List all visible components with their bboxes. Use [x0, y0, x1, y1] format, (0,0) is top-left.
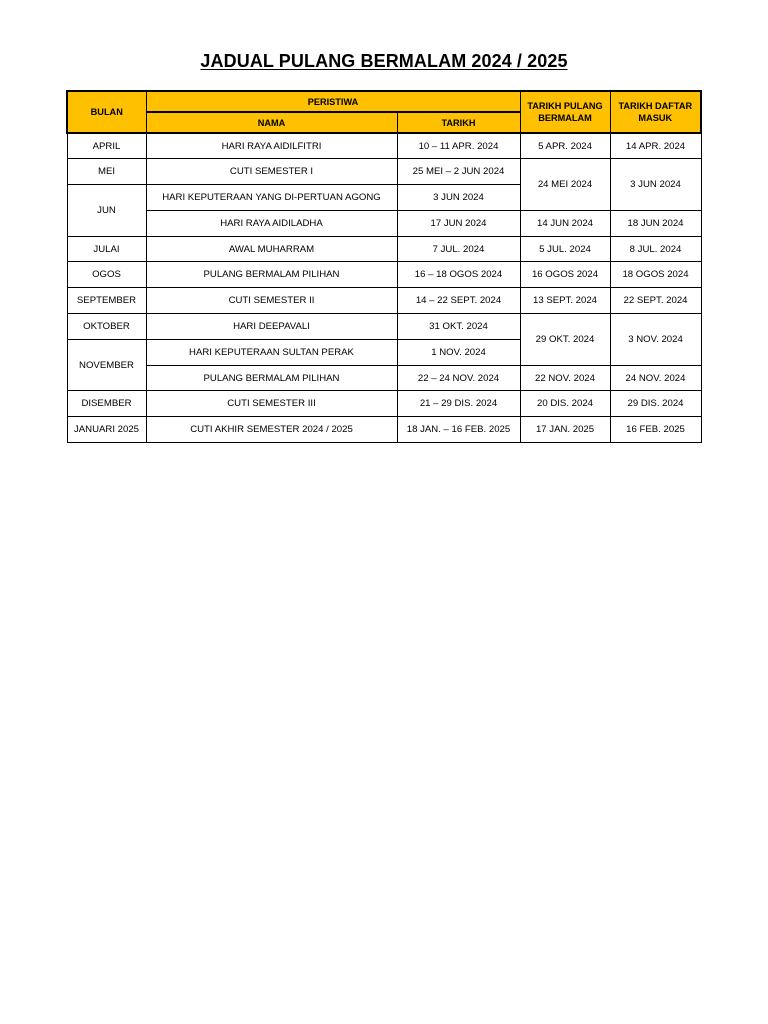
event-date-cell: 16 – 18 OGOS 2024 — [397, 262, 520, 288]
checkin-date-cell: 16 FEB. 2025 — [610, 417, 701, 443]
header-peristiwa: PERISTIWA — [146, 91, 520, 112]
checkin-date-cell: 8 JUL. 2024 — [610, 236, 701, 262]
event-name-cell: PULANG BERMALAM PILIHAN — [146, 365, 397, 391]
event-date-cell: 17 JUN 2024 — [397, 210, 520, 236]
event-name-cell: AWAL MUHARRAM — [146, 236, 397, 262]
event-date-cell: 3 JUN 2024 — [397, 185, 520, 211]
event-name-cell: HARI KEPUTERAAN SULTAN PERAK — [146, 339, 397, 365]
header-tarikh-pulang: TARIKH PULANG BERMALAM — [520, 91, 610, 133]
event-date-cell: 31 OKT. 2024 — [397, 314, 520, 340]
header-tarikh: TARIKH — [397, 112, 520, 133]
schedule-table — [66, 90, 702, 443]
event-date-cell: 7 JUL. 2024 — [397, 236, 520, 262]
event-date-cell: 25 MEI – 2 JUN 2024 — [397, 159, 520, 185]
event-name-cell: CUTI SEMESTER I — [146, 159, 397, 185]
checkin-date-cell: 22 SEPT. 2024 — [610, 288, 701, 314]
return-date-cell: 13 SEPT. 2024 — [520, 288, 610, 314]
return-date-cell: 16 OGOS 2024 — [520, 262, 610, 288]
header-nama: NAMA — [146, 112, 397, 133]
checkin-date-cell: 29 DIS. 2024 — [610, 391, 701, 417]
month-cell: NOVEMBER — [67, 339, 146, 391]
event-name-cell: HARI DEEPAVALI — [146, 314, 397, 340]
event-name-cell: CUTI SEMESTER II — [146, 288, 397, 314]
event-name-cell: CUTI SEMESTER III — [146, 391, 397, 417]
table-row — [67, 133, 701, 159]
month-cell: JULAI — [67, 236, 146, 262]
checkin-date-cell: 3 NOV. 2024 — [610, 314, 701, 366]
month-cell: OKTOBER — [67, 314, 146, 340]
month-cell: JANUARI 2025 — [67, 417, 146, 443]
checkin-date-cell: 18 OGOS 2024 — [610, 262, 701, 288]
month-cell: SEPTEMBER — [67, 288, 146, 314]
event-name-cell: CUTI AKHIR SEMESTER 2024 / 2025 — [146, 417, 397, 443]
month-cell: OGOS — [67, 262, 146, 288]
header-bulan: BULAN — [67, 91, 146, 133]
return-date-cell: 24 MEI 2024 — [520, 159, 610, 211]
event-name-cell: HARI RAYA AIDILADHA — [146, 210, 397, 236]
table-row — [67, 262, 701, 288]
page-title: JADUAL PULANG BERMALAM 2024 / 2025 — [200, 51, 568, 71]
checkin-date-cell: 18 JUN 2024 — [610, 210, 701, 236]
return-date-cell: 29 OKT. 2024 — [520, 314, 610, 366]
table-row — [67, 391, 701, 417]
table-row — [67, 288, 701, 314]
table-row — [67, 159, 701, 185]
return-date-cell: 14 JUN 2024 — [520, 210, 610, 236]
event-date-cell: 21 – 29 DIS. 2024 — [397, 391, 520, 417]
table-row — [67, 210, 701, 236]
return-date-cell: 17 JAN. 2025 — [520, 417, 610, 443]
return-date-cell: 20 DIS. 2024 — [520, 391, 610, 417]
table-row — [67, 365, 701, 391]
event-date-cell: 14 – 22 SEPT. 2024 — [397, 288, 520, 314]
checkin-date-cell: 24 NOV. 2024 — [610, 365, 701, 391]
table-row — [67, 417, 701, 443]
return-date-cell: 5 APR. 2024 — [520, 133, 610, 159]
header-tarikh-daftar: TARIKH DAFTAR MASUK — [610, 91, 701, 133]
month-cell: DISEMBER — [67, 391, 146, 417]
event-date-cell: 10 – 11 APR. 2024 — [397, 133, 520, 159]
month-cell: APRIL — [67, 133, 146, 159]
checkin-date-cell: 3 JUN 2024 — [610, 159, 701, 211]
event-name-cell: PULANG BERMALAM PILIHAN — [146, 262, 397, 288]
month-cell: MEI — [67, 159, 146, 185]
event-date-cell: 1 NOV. 2024 — [397, 339, 520, 365]
checkin-date-cell: 14 APR. 2024 — [610, 133, 701, 159]
table-row — [67, 236, 701, 262]
month-cell: JUN — [67, 185, 146, 237]
event-date-cell: 22 – 24 NOV. 2024 — [397, 365, 520, 391]
event-name-cell: HARI KEPUTERAAN YANG DI-PERTUAN AGONG — [146, 185, 397, 211]
return-date-cell: 5 JUL. 2024 — [520, 236, 610, 262]
event-name-cell: HARI RAYA AIDILFITRI — [146, 133, 397, 159]
return-date-cell: 22 NOV. 2024 — [520, 365, 610, 391]
event-date-cell: 18 JAN. – 16 FEB. 2025 — [397, 417, 520, 443]
table-row — [67, 314, 701, 340]
